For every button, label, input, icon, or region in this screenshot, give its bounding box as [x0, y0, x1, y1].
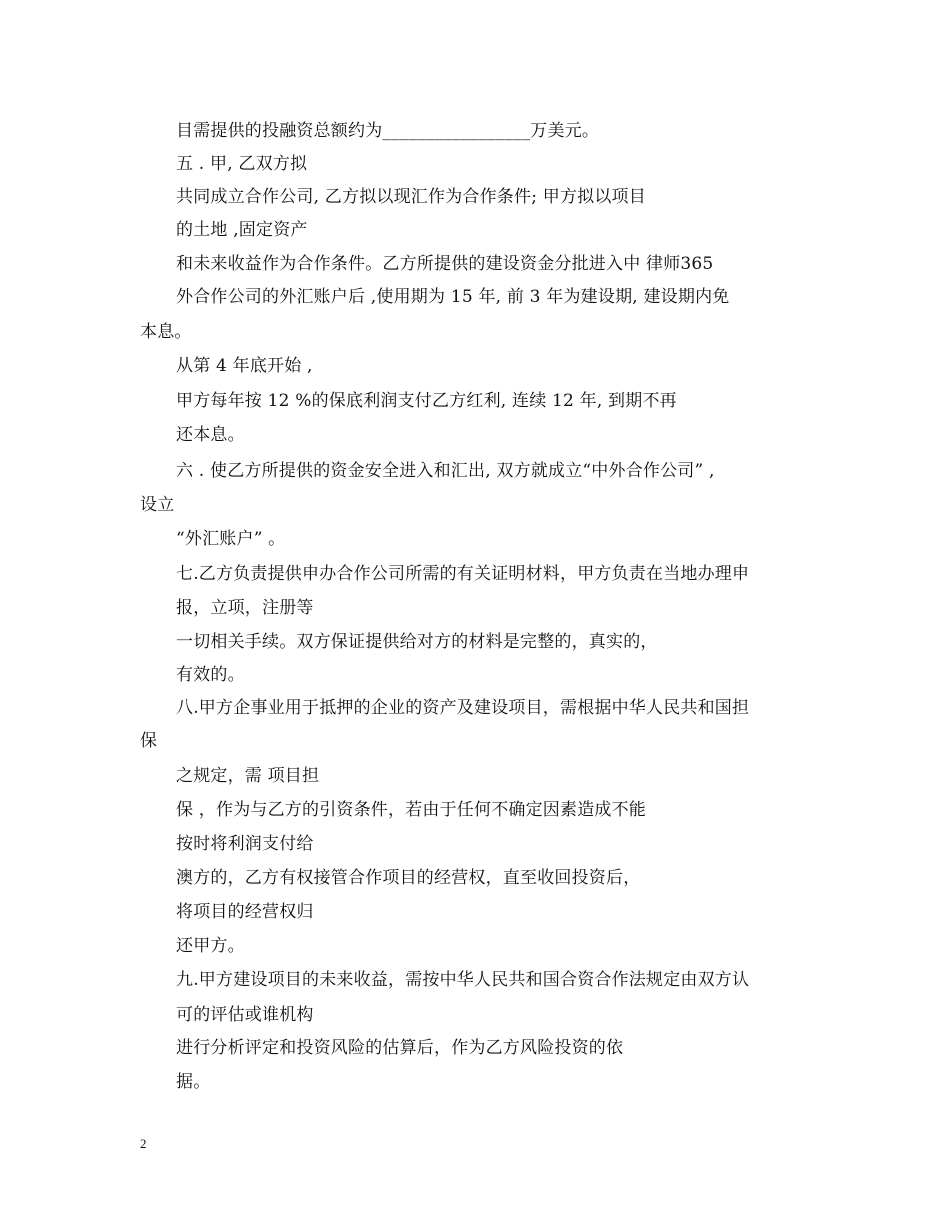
- text-line: 一切相关手续。双方保证提供给对方的材料是完整的，真实的，: [176, 632, 658, 652]
- text-line: 有效的。: [176, 665, 245, 685]
- text-line: 外合作公司的外汇账户后 ,使用期为 15 年, 前 3 年为建设期, 建设期内免: [176, 287, 730, 307]
- text-line: 保: [140, 731, 158, 751]
- text-line: 将项目的经营权归: [176, 902, 314, 922]
- section-heading-7: 七.乙方负责提供申办合作公司所需的有关证明材料，甲方负责在当地办理申: [176, 564, 750, 584]
- text-line: 设立: [140, 495, 175, 515]
- section-heading-9: 九.甲方建设项目的未来收益，需按中华人民共和国合资合作法规定由双方认: [176, 970, 750, 990]
- text-line: 还本息。: [176, 425, 245, 445]
- text-line: 按时将利润支付给: [176, 834, 314, 854]
- text-line: 之规定，需 项目担: [176, 766, 320, 786]
- text-line: 进行分析评定和投资风险的估算后，作为乙方风险投资的依: [176, 1038, 624, 1058]
- text-line: “外汇账户” 。: [176, 529, 286, 549]
- text-line: 可的评估或谁机构: [176, 1005, 314, 1025]
- text-line: 本息。: [140, 322, 192, 342]
- text-line: 的土地 ,固定资产: [176, 220, 308, 240]
- text-line: 甲方每年按 12 %的保底利润支付乙方红利, 连续 12 年, 到期不再: [176, 391, 677, 411]
- text-line: 从第 4 年底开始 ,: [176, 356, 313, 376]
- page-number: 2: [140, 1136, 147, 1151]
- text-line: 保 ，作为与乙方的引资条件，若由于任何不确定因素造成不能: [176, 800, 647, 820]
- section-heading-6: 六 . 使乙方所提供的资金安全进入和汇出, 双方就成立“中外合作公司” ,: [176, 461, 715, 481]
- text-line: 报，立项，注册等: [176, 598, 314, 618]
- section-heading-8: 八.甲方企事业用于抵押的企业的资产及建设项目，需根据中华人民共和国担: [176, 698, 750, 718]
- section-heading-5: 五 . 甲, 乙双方拟: [176, 154, 308, 174]
- text-line: 共同成立合作公司, 乙方拟以现汇作为合作条件; 甲方拟以项目: [176, 187, 646, 207]
- text-line: 和未来收益作为合作条件。乙方所提供的建设资金分批进入中 律师365: [176, 254, 714, 274]
- text-line: 还甲方。: [176, 936, 245, 956]
- text-line: 据。: [176, 1072, 211, 1092]
- text-line: 目需提供的投融资总额约为_________________万美元。: [176, 121, 600, 141]
- text-line: 澳方的，乙方有权接管合作项目的经营权，直至收回投资后，: [176, 868, 641, 888]
